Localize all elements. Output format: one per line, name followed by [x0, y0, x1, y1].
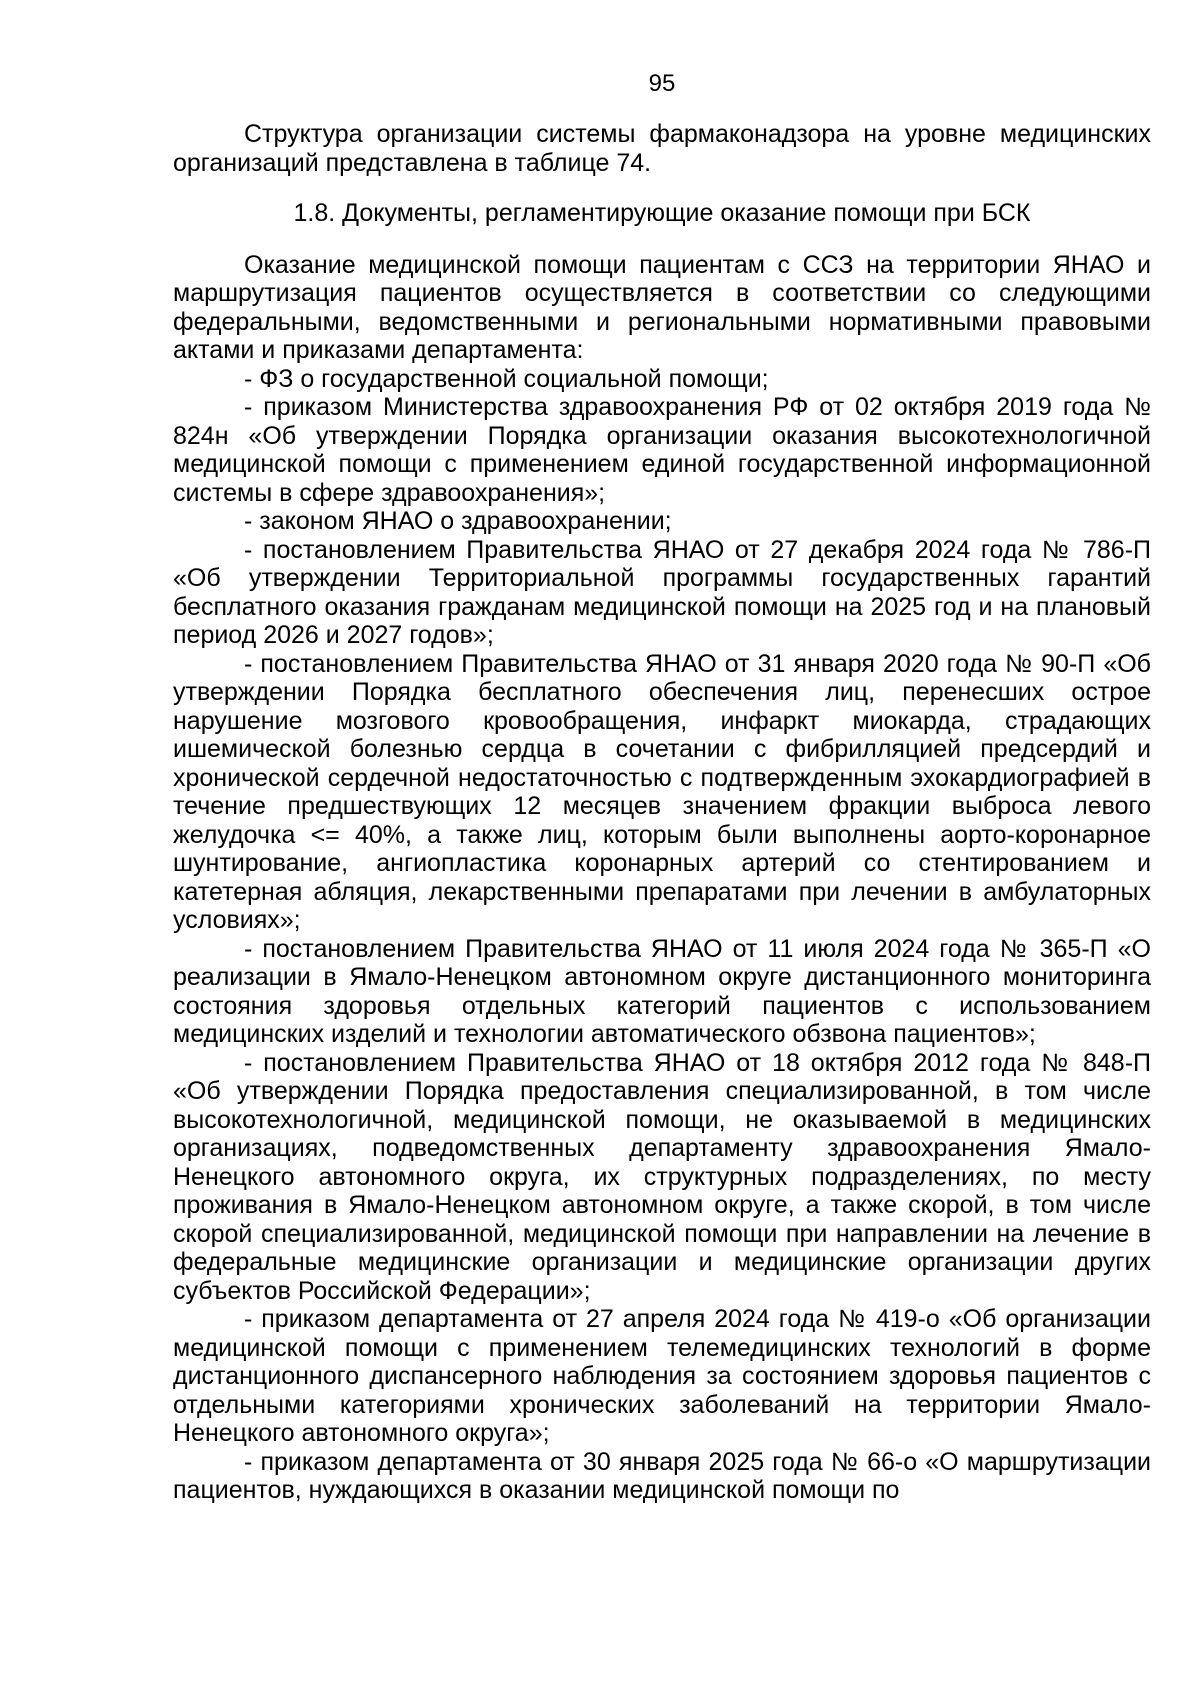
- list-item: - законом ЯНАО о здравоохранении;: [244, 507, 672, 535]
- list-item: - постановлением Правительства ЯНАО от 11 июля 2024 года № 365-П «О реализации в Ямало-Ненецком автономном округе дистанционного мониторинга состояния здоровья отдельных категорий пациентов с использованием медицинских изделий и технологии автоматического обзвона пациентов»;: [173, 934, 1151, 1048]
- list-item: - постановлением Правительства ЯНАО от 18 октября 2012 года № 848-П «Об утверждении Порядка предоставления специализированной, в том числе высокотехнологичной, медицинской помощи, не оказываемой в медицинских организациях, подведомственных департаменту здравоохранения Ямало-Ненецкого автономного округа, их структурных подразделениях, по месту проживания в Ямало-Ненецком автономном округе, а также скорой, в том числе скорой специализированной, медицинской помощи при направлении на лечение в федеральные медицинские организации и медицинские организации других субъектов Российской Федерации»;: [173, 1048, 1151, 1305]
- document-page: [173, 0, 1151, 1697]
- list-item: - приказом Министерства здравоохранения РФ от 02 октября 2019 года № 824н «Об утверждении Порядка организации оказания высокотехнологичной медицинской помощи с применением единой государственной информационной системы в сфере здравоохранения»;: [173, 393, 1151, 507]
- list-item: - постановлением Правительства ЯНАО от 27 декабря 2024 года № 786-П «Об утверждении Территориальной программы государственных гарантий бесплатного оказания гражданам медицинской помощи на 2025 год и на плановый период 2026 и 2027 годов»;: [173, 535, 1151, 649]
- list-item: - приказом департамента от 30 января 2025 года № 66-о «О маршрутизации пациентов, нуждающихся в оказании медицинской помощи по: [173, 1447, 1151, 1504]
- lead-paragraph: Оказание медицинской помощи пациентам с ССЗ на территории ЯНАО и маршрутизация пациентов осуществляется в соответствии со следующими федеральными, ведомственными и региональными нормативными правовыми актами и приказами департамента:: [173, 250, 1151, 364]
- list-item: - постановлением Правительства ЯНАО от 31 января 2020 года № 90-П «Об утверждении Порядка бесплатного обеспечения лиц, перенесших острое нарушение мозгового кровообращения, инфаркт миокарда, страдающих ишемической болезнью сердца в сочетании с фибрилляцией предсердий и хронической сердечной недостаточностью с подтвержденным эхокардиографией в течение предшествующих 12 месяцев значением фракции выброса левого желудочка <= 40%, а также лиц, которым были выполнены аорто-коронарное шунтирование, ангиопластика коронарных артерий со стентированием и катетерная абляция, лекарственными препаратами при лечении в амбулаторных условиях»;: [173, 649, 1151, 934]
- page-number: 95: [648, 70, 676, 97]
- intro-paragraph: Структура организации системы фармаконадзора на уровне медицинских организаций представлена в таблице 74.: [173, 120, 1151, 177]
- document-body: [173, 120, 1151, 1505]
- section-heading: 1.8. Документы, регламентирующие оказание помощи при БСК: [293, 199, 1031, 227]
- list-item: - ФЗ о государственной социальной помощи;: [244, 364, 769, 393]
- list-item: - приказом департамента от 27 апреля 2024 года № 419-о «Об организации медицинской помощи с применением телемедицинских технологий в форме дистанционного диспансерного наблюдения за состоянием здоровья пациентов с отдельными категориями хронических заболеваний на территории Ямало-Ненецкого автономного округа»;: [173, 1305, 1151, 1447]
